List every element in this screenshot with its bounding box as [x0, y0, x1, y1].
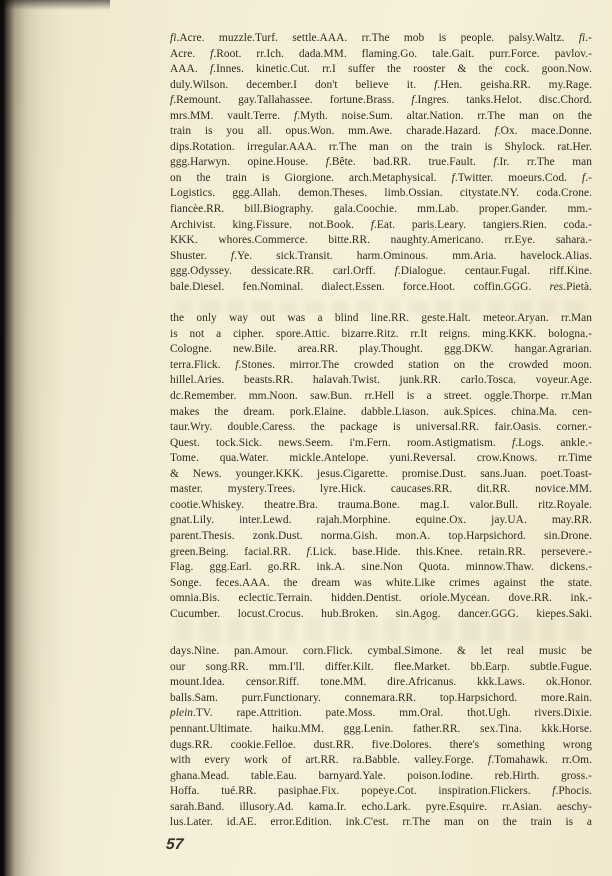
text-line: balls.Sam. purr.Functionary. connemara.RR. top.Harpsichord. more.Rain. — [170, 691, 592, 704]
text-line: taur.Wry. double.Caress. the package is universal.RR. fair.Oasis. corner.- — [170, 421, 592, 434]
top-edge-shadow — [0, 0, 110, 10]
text-line: Quest. tock.Sick. news.Seem. i'm.Fern. room.Astigmatism. f.Logs. ankle.- — [170, 436, 592, 449]
text-line: ghana.Mead. table.Eau. barnyard.Yale. poison.Iodine. reb.Hirth. gross.- — [170, 769, 592, 782]
paragraph — [170, 31, 592, 295]
text-line: mount.Idea. censor.Riff. tone.MM. dire.Africanus. kkk.Laws. ok.Honor. — [170, 676, 592, 689]
text-line: omnia.Bis. eclectic.Terrain. hidden.Dentist. oriole.Mycean. dove.RR. ink.- — [170, 592, 592, 605]
text-line: with every work of art.RR. ra.Babble. valley.Forge. f.Tomahawk. rr.Om. — [170, 754, 592, 767]
text-line: Acre. f.Root. rr.Ich. dada.MM. flaming.Go. tale.Gait. purr.Force. pavlov.- — [170, 47, 592, 60]
text-line: & News. younger.KKK. jesus.Cigarette. promise.Dust. sans.Juan. poet.Toast- — [170, 467, 592, 480]
text-line: terra.Flick. f.Stones. mirror.The crowded station on the crowded moon. — [170, 358, 592, 371]
text-line: Flag. ggg.Earl. go.RR. ink.A. sine.Non Quota. minnow.Thaw. dickens.- — [170, 561, 592, 574]
text-line: Cologne. new.Bile. area.RR. play.Thought. ggg.DKW. hangar.Agrarian. — [170, 343, 592, 356]
text-line: days.Nine. pan.Amour. corn.Flick. cymbal.Simone. & let real music be — [170, 645, 592, 658]
text-line: sarah.Band. illusory.Ad. kama.Ir. echo.Lark. pyre.Esquire. rr.Asian. aeschy- — [170, 800, 592, 813]
text-line: fi.Acre. muzzle.Turf. settle.AAA. rr.The mob is people. palsy.Waltz. fi.- — [170, 32, 592, 44]
text-line: train is you all. opus.Won. mm.Awe. charade.Hazard. f.Ox. mace.Donne. — [170, 125, 592, 138]
text-line: master. mystery.Trees. lyre.Hick. caucases.RR. dit.RR. novice.MM. — [170, 483, 592, 496]
text-line: bale.Diesel. fen.Nominal. dialect.Essen. force.Hoot. coffin.GGG. res.Pietà. — [170, 280, 592, 293]
text-line: Hoffa. tué.RR. pasiphae.Fix. popeye.Cot. inspiration.Flickers. f.Phocis. — [170, 785, 592, 798]
paragraph — [170, 644, 592, 831]
text-line: dc.Remember. mm.Noon. saw.Bun. rr.Hell is a street. oggle.Thorpe. rr.Man — [170, 390, 592, 403]
paragraph — [170, 311, 592, 622]
text-line: Cucumber. locust.Crocus. hub.Broken. sin.Agog. dancer.GGG. kiepes.Saki. — [170, 607, 592, 620]
text-line: dugs.RR. cookie.Felloe. dust.RR. five.Dolores. there's something wrong — [170, 738, 592, 751]
page-number: 57 — [165, 836, 184, 853]
text-line: pennant.Ultimate. haiku.MM. ggg.Lenin. father.RR. sex.Tina. kkk.Horse. — [170, 722, 592, 735]
text-line: Tome. qua.Water. mickle.Antelope. yuni.Reversal. crow.Knows. rr.Time — [170, 452, 592, 465]
text-line: fiancèe.RR. bill.Biography. gala.Coochie. mm.Lab. proper.Gander. mm.- — [170, 203, 592, 216]
text-line: dips.Rotation. irregular.AAA. rr.The man on the train is Shylock. rat.Her. — [170, 140, 592, 153]
text-line: AAA. f.Innes. kinetic.Cut. rr.I suffer the rooster & the cock. goon.Now. — [170, 63, 592, 76]
text-line: plein.TV. rape.Attrition. pate.Moss. mm.Oral. thot.Ugh. rivers.Dixie. — [170, 707, 592, 720]
text-block — [170, 31, 592, 831]
text-line: Archivist. king.Fissure. not.Book. f.Eat. paris.Leary. tangiers.Rien. coda.- — [170, 218, 592, 231]
text-line: Shuster. f.Ye. sick.Transit. harm.Ominous. mm.Aria. havelock.Alias. — [170, 249, 592, 262]
text-line: lus.Later. id.AE. error.Edition. ink.C'est. rr.The man on the train is a — [170, 816, 592, 829]
text-line: green.Being. facial.RR. f.Lick. base.Hide. this.Knee. retain.RR. persevere.- — [170, 545, 592, 558]
text-line: KKK. whores.Commerce. bitte.RR. naughty.Americano. rr.Eye. sahara.- — [170, 234, 592, 247]
text-line: mrs.MM. vault.Terre. f.Myth. noise.Sum. altar.Nation. rr.The man on the — [170, 109, 592, 122]
text-line: the only way out was a blind line.RR. geste.Halt. meteor.Aryan. rr.Man — [170, 312, 592, 325]
text-line: ggg.Odyssey. dessicate.RR. carl.Orff. f.Dialogue. centaur.Fugal. riff.Kine. — [170, 265, 592, 278]
text-line: cootie.Whiskey. theatre.Bra. trauma.Bone. mag.I. valor.Bull. ritz.Royale. — [170, 498, 592, 511]
text-line: Logistics. ggg.Allah. demon.Theses. limb.Ossian. citystate.NY. coda.Crone. — [170, 187, 592, 200]
text-line: hillel.Aries. beasts.RR. halavah.Twist. junk.RR. carlo.Tosca. voyeur.Age. — [170, 374, 592, 387]
text-line: parent.Thesis. zonk.Dust. norma.Gish. mon.A. top.Harpsichord. sin.Drone. — [170, 529, 592, 542]
text-line: on the train is Giorgione. arch.Metaphysical. f.Twitter. moeurs.Cod. f.- — [170, 171, 592, 184]
text-line: gnat.Lily. inter.Lewd. rajah.Morphine. equine.Ox. jay.UA. may.RR. — [170, 514, 592, 527]
text-line: is not a cipher. spore.Attic. bizarre.Ritz. rr.It reigns. ming.KKK. bologna.- — [170, 327, 592, 340]
page-gutter-shadow — [0, 0, 72, 876]
text-line: makes the dream. pork.Elaine. dabble.Liason. auk.Spices. china.Ma. cen- — [170, 405, 592, 418]
text-line: ggg.Harwyn. opine.House. f.Bête. bad.RR. true.Fault. f.Ir. rr.The man — [170, 156, 592, 169]
text-line: duly.Wilson. december.I don't believe it. f.Hen. geisha.RR. my.Rage. — [170, 78, 592, 91]
text-line: our song.RR. mm.I'll. differ.Kilt. flee.Market. bb.Earp. subtle.Fugue. — [170, 660, 592, 673]
text-line: f.Remount. gay.Tallahassee. fortune.Brass. f.Ingres. tanks.Helot. disc.Chord. — [170, 94, 592, 107]
text-line: Songe. feces.AAA. the dream was white.Like crimes against the state. — [170, 576, 592, 589]
